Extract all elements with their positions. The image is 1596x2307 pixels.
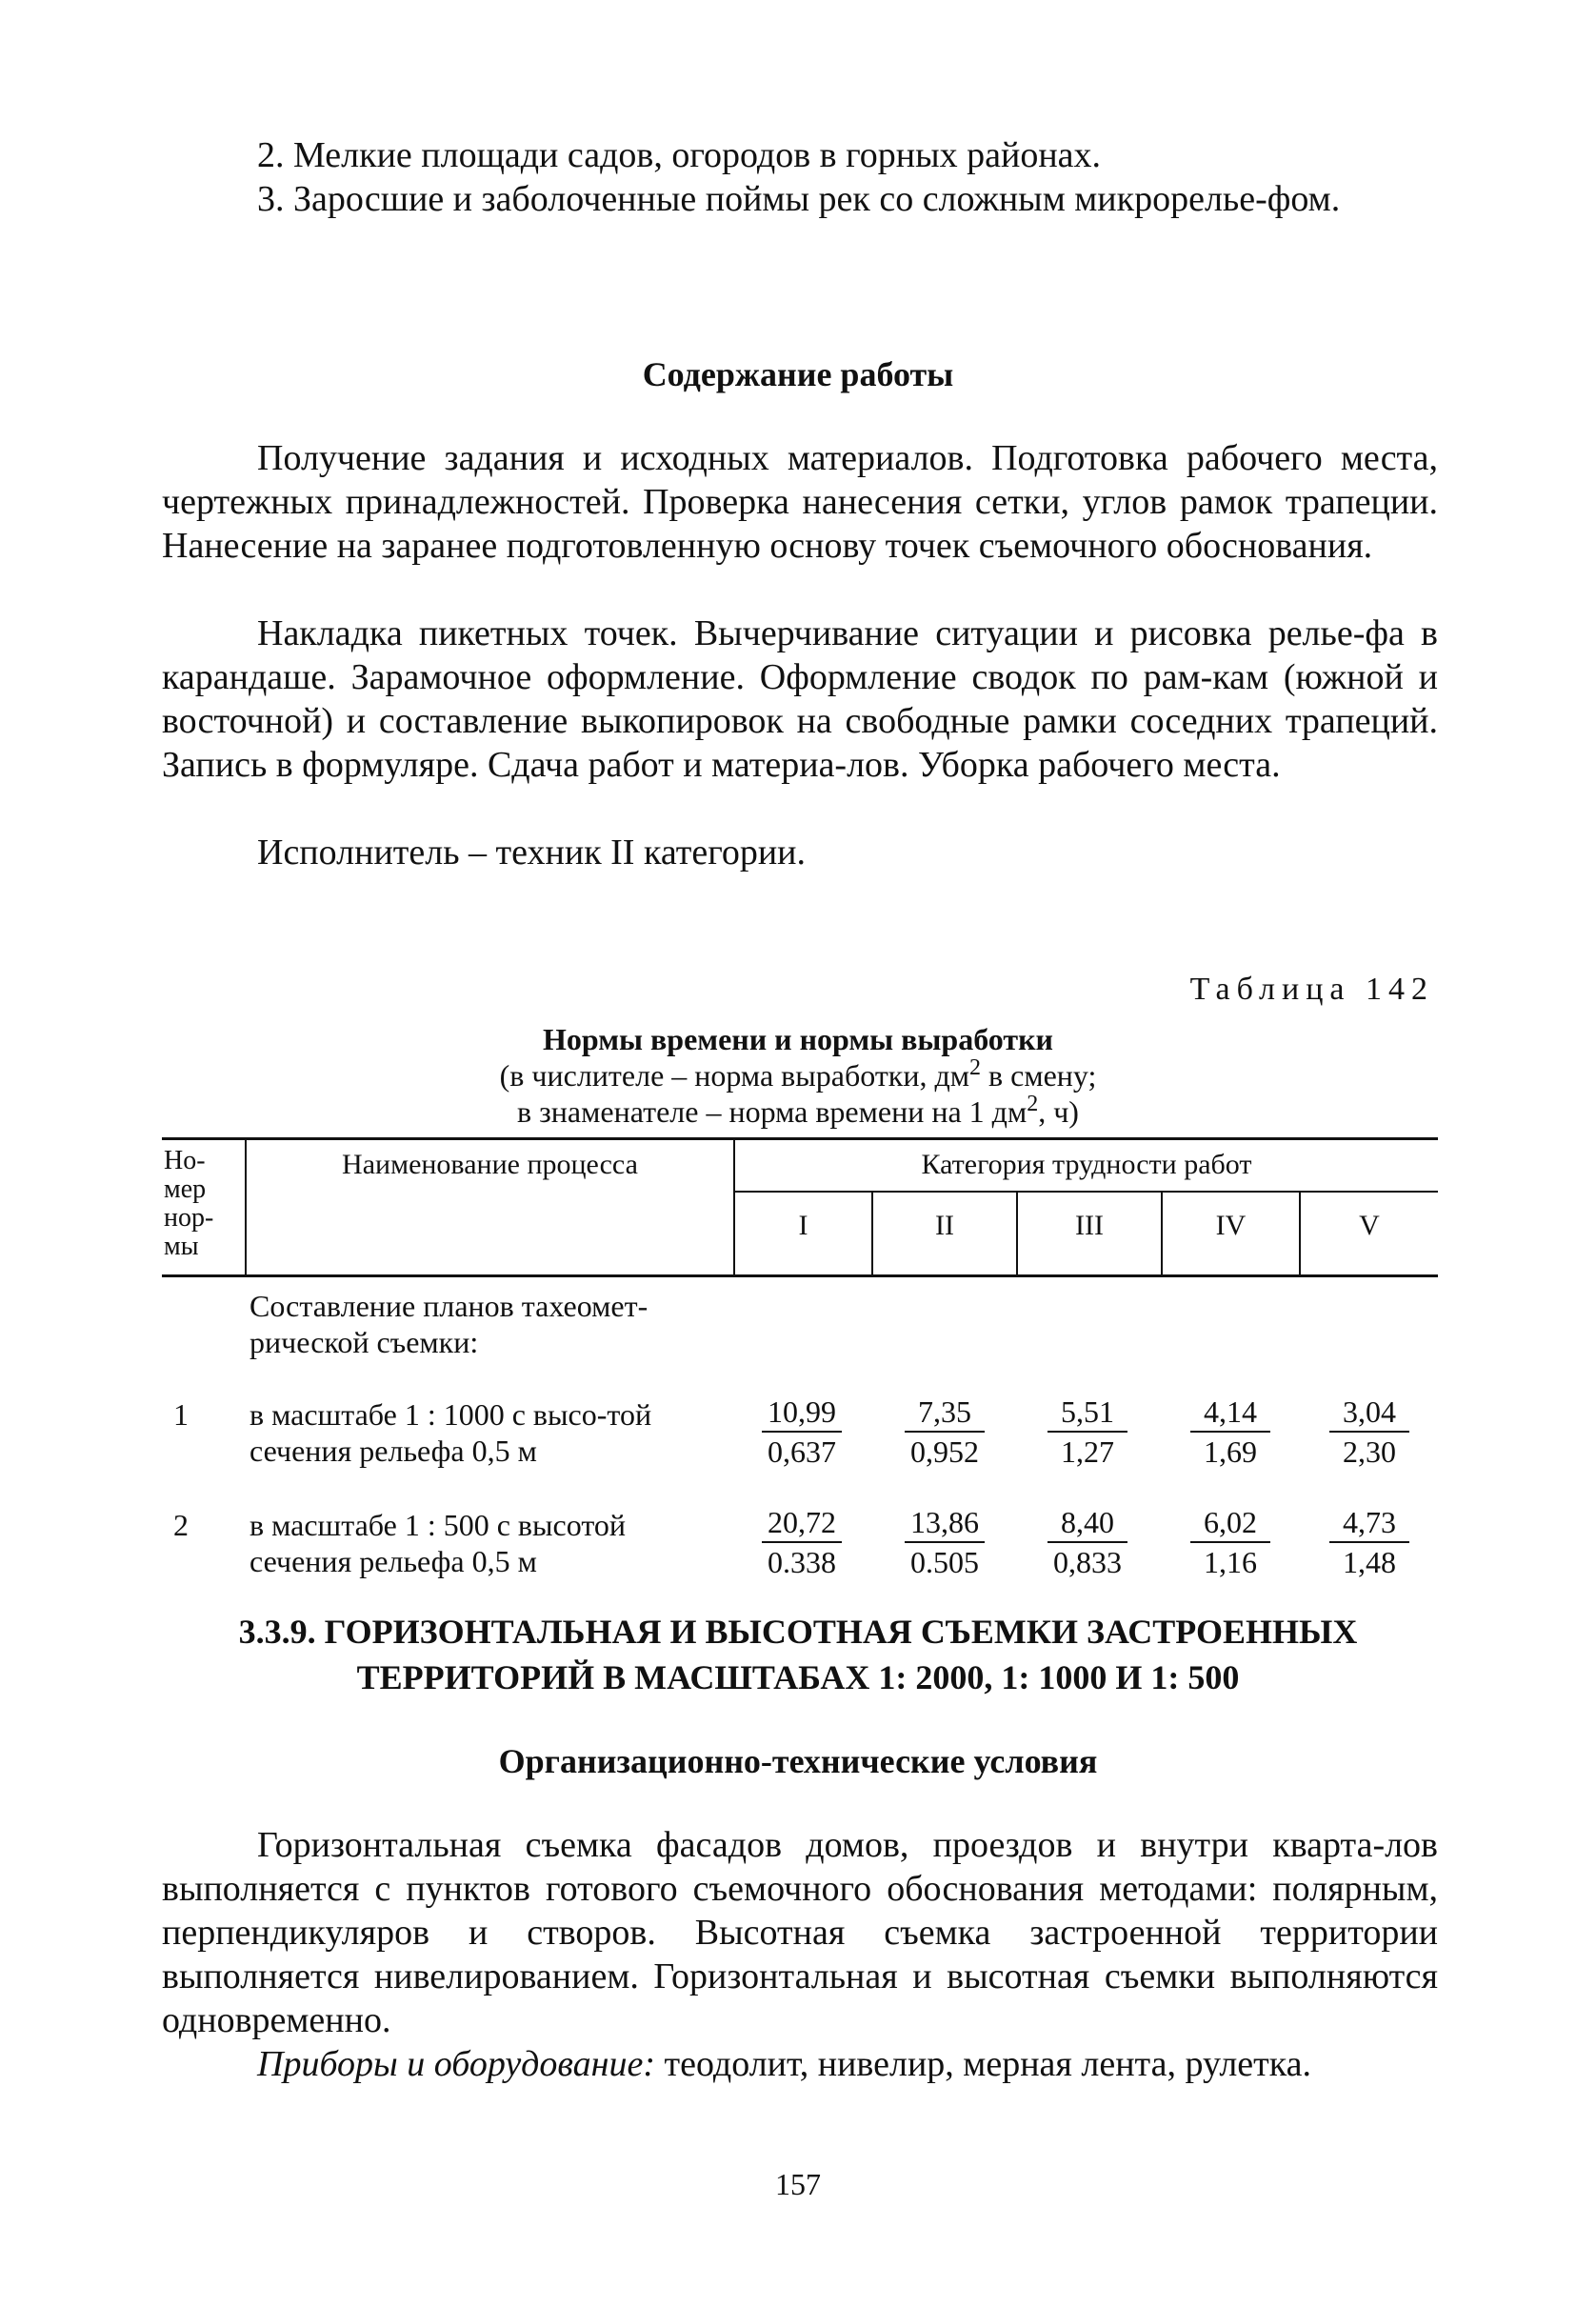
header-category-1: I <box>798 1210 808 1241</box>
row-1-cat-3: $\frac{5,51}{1,27}$ <box>1030 1393 1145 1471</box>
header-category-5: V <box>1359 1210 1380 1241</box>
list-item-3: 3. Заросшие и заболоченные поймы рек со сложным микрорелье-фом. <box>257 179 1341 219</box>
section-heading-work: Содержание работы <box>642 355 954 393</box>
section-title-line-2: ТЕРРИТОРИЙ В МАСШТАБАХ 1: 2000, 1: 1000 И 1: 500 <box>356 1658 1240 1696</box>
table-category-rule <box>733 1191 1438 1193</box>
table-group-label: Составление планов тахеомет-рической съемки: <box>249 1289 648 1359</box>
table-title: Нормы времени и нормы выработки <box>543 1022 1053 1056</box>
table-subtitle-1: (в числителе – норма выработки, $дм^2$ в смену; <box>499 1055 1097 1093</box>
equipment-label: Приборы и оборудование: <box>257 2044 655 2084</box>
executor-line: Исполнитель – техник II категории. <box>257 833 807 873</box>
row-1-cat-4: $\frac{4,14}{1,69}$ <box>1173 1393 1287 1471</box>
row-2-cat-1: $\frac{20,72}{0.338}$ <box>745 1503 859 1581</box>
row-1-cat-2: $\frac{7,35}{0,952}$ <box>888 1393 1002 1471</box>
section-paragraph: Горизонтальная съемка фасадов домов, проездов и внутри кварта-лов выполняется с пунктов готового съемочного обоснования методами: полярным, перпендикуляров и створов. Высотная съемка застроенной территории выполняется нивелированием. Горизонтальная и высотная съемки выполняются одновременно. <box>162 1825 1438 2040</box>
row-1-number: 1 <box>173 1397 189 1432</box>
row-2-name: в масштабе 1 : 500 с высотой сечения рельефа 0,5 м <box>249 1508 626 1578</box>
header-difficulty-category: Категория трудности работ <box>921 1149 1252 1180</box>
row-1-cat-1: $\frac{10,99}{0,637}$ <box>745 1393 859 1471</box>
list-item-2: 2. Мелкие площади садов, огородов в горных районах. <box>257 135 1102 175</box>
section-title-line-1: 3.3.9. ГОРИЗОНТАЛЬНАЯ И ВЫСОТНАЯ СЪЕМКИ ЗАСТРОЕННЫХ <box>238 1613 1358 1651</box>
header-category-3: III <box>1075 1210 1104 1241</box>
header-category-4: IV <box>1215 1210 1247 1241</box>
table-caption: Таблица 142 <box>1189 972 1434 1007</box>
table-top-rule <box>162 1137 1438 1140</box>
row-2-number: 2 <box>173 1508 189 1542</box>
header-norm-number: Но-мер нор-мы <box>164 1146 214 1261</box>
table-vrule-1 <box>245 1137 247 1274</box>
page-number: 157 <box>775 2167 821 2201</box>
header-category-2: II <box>935 1210 954 1241</box>
equipment-line <box>162 2042 1438 2086</box>
equipment-text: теодолит, нивелир, мерная лента, рулетка. <box>654 2044 1312 2084</box>
row-1-name: в масштабе 1 : 1000 с высо-той сечения рельефа 0,5 м <box>249 1397 652 1468</box>
row-2-cat-5: $\frac{4,73}{1,48}$ <box>1312 1503 1426 1581</box>
work-paragraph-2: Накладка пикетных точек. Вычерчивание ситуации и рисовка релье-фа в карандаше. Зарамочное оформление. Оформление сводок по рам-кам (южной и восточной) и составление выкопировок на свободные рамки соседних трапеций. Запись в формуляре. Сдача работ и материа-лов. Уборка рабочего места. <box>162 613 1438 785</box>
row-1-cat-5: $\frac{3,04}{2,30}$ <box>1312 1393 1426 1471</box>
section-subheading: Организационно-технические условия <box>498 1742 1098 1780</box>
table-subtitle-2: в знаменателе – норма времени на 1 $дм^2$, ч) <box>517 1092 1079 1129</box>
work-paragraph-1: Получение задания и исходных материалов. Подготовка рабочего места, чертежных принадлежностей. Проверка нанесения сетки, углов рамок трапеции. Нанесение на заранее подготовленную основу точек съемочного обоснования. <box>162 438 1438 566</box>
row-2-cat-4: $\frac{6,02}{1,16}$ <box>1173 1503 1287 1581</box>
row-2-cat-3: $\frac{8,40}{0,833}$ <box>1030 1503 1145 1581</box>
table-header-bottom-rule <box>162 1274 1438 1277</box>
header-process-name: Наименование процесса <box>342 1149 638 1180</box>
row-2-cat-2: $\frac{13,86}{0.505}$ <box>888 1503 1002 1581</box>
